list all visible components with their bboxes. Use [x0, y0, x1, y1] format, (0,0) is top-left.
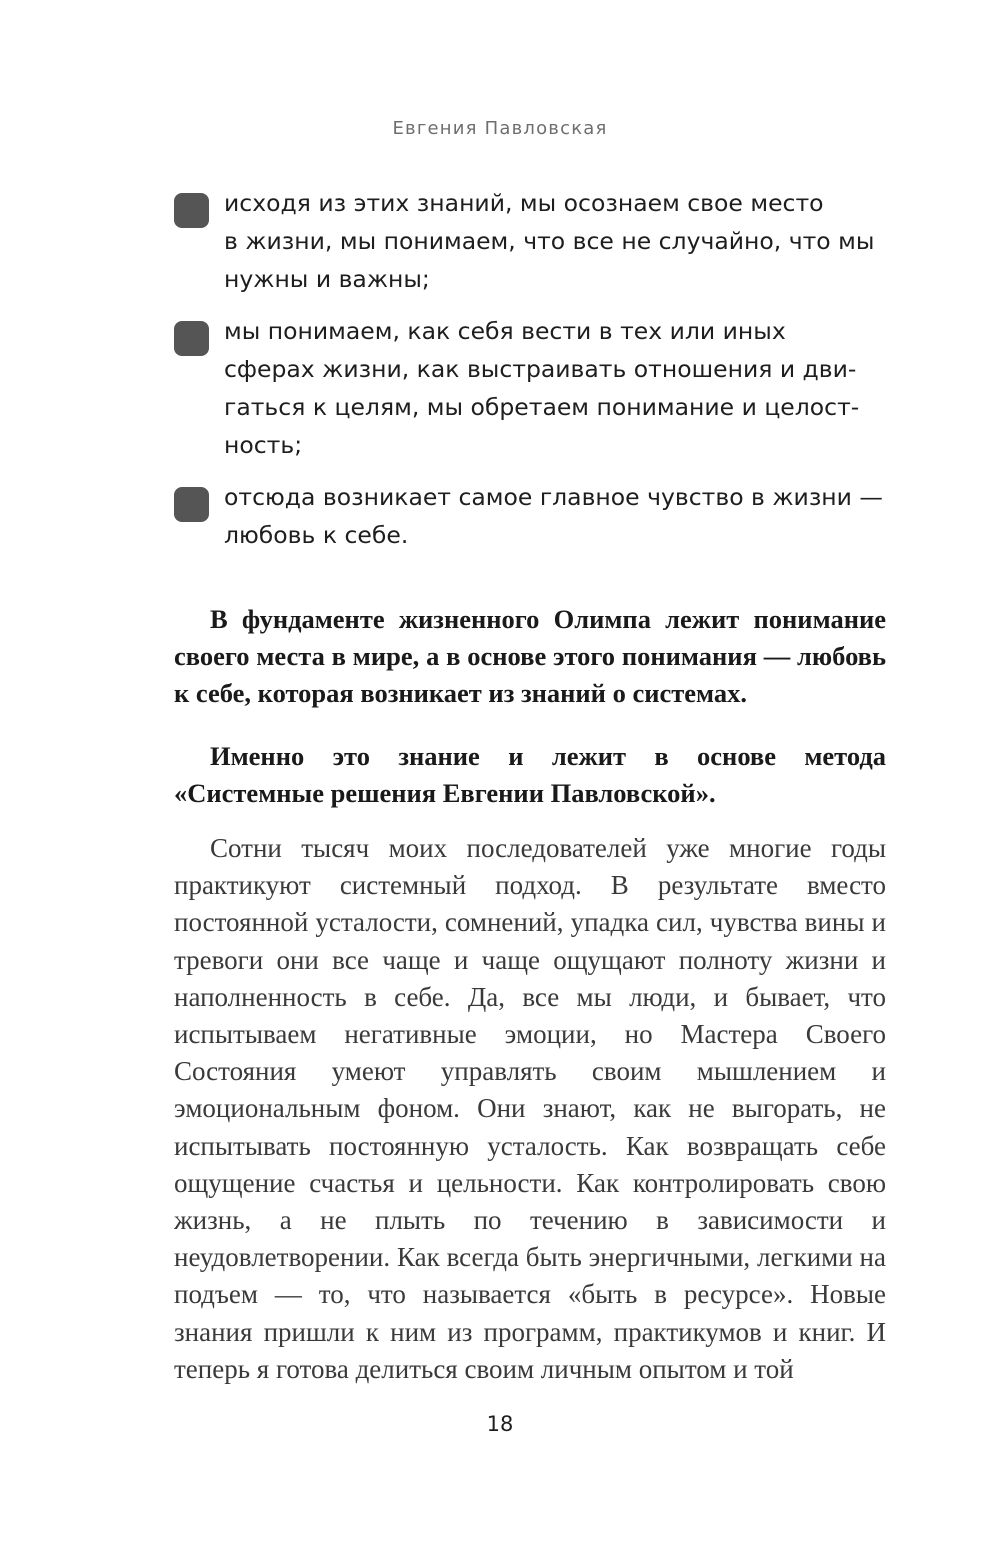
list-item	[174, 312, 894, 464]
bullet-line: отсюда возникает самое главное чувство в жизни —	[224, 483, 883, 511]
bullet-line: исходя из этих знаний, мы осознаем свое место	[224, 189, 824, 217]
bullet-line: любовь к себе.	[224, 521, 409, 549]
bold-paragraph-method: Именно это знание и лежит в основе метода «Системные решения Евгении Павловской».	[174, 741, 886, 808]
bullet-text	[224, 312, 859, 464]
bullet-line: ность;	[224, 431, 303, 459]
body-paragraph: Сотни тысяч моих последователей уже многие годы практикуют системный подход. В результате вместо постоянной усталости, сомнений, упадка сил, чувства вины и тревоги они все чаще и чаще ощущают полноту жизни и наполненность в себе. Да, все мы люди, и бывает, что испытываем негативные эмоции, но Мастера Своего Состояния умеют управлять своим мышлением и эмоциональным фоном. Они знают, как не выгорать, не испытывать постоянную усталость. Как возвращать себе ощущение счастья и цельности. Как контролировать свою жизнь, а не плыть по течению в зависимости и неудовлетворении. Как всегда быть энергичными, легкими на подъем — то, что называется «быть в ресурсе». Новые знания пришли к ним из программ, практикумов и книг. И теперь я готова делиться своим личным опытом и той	[174, 833, 886, 1384]
bullet-line: в жизни, мы понимаем, что все не случайно, что мы	[224, 227, 875, 255]
bullet-line: гаться к целям, мы обретаем понимание и целост-	[224, 393, 860, 421]
bullet-text	[224, 478, 883, 554]
bullet-line: нужны и важны;	[224, 265, 430, 293]
list-item	[174, 478, 894, 554]
page-number: 18	[486, 1412, 514, 1436]
bold-paragraph-foundation: В фундаменте жизненного Олимпа лежит понимание своего места в мире, а в основе этого понимания — любовь к себе, которая возникает из знаний о системах.	[174, 604, 886, 708]
bullet-line: сферах жизни, как выстраивать отношения и дви-	[224, 355, 857, 383]
bullet-line: мы понимаем, как себя вести в тех или иных	[224, 317, 786, 345]
bullet-text	[224, 184, 874, 298]
square-bullet-icon	[174, 193, 209, 228]
list-item	[174, 184, 894, 298]
square-bullet-icon	[174, 321, 209, 356]
square-bullet-icon	[174, 487, 209, 522]
bullet-list	[174, 184, 894, 568]
running-head: Евгения Павловская	[392, 118, 608, 139]
